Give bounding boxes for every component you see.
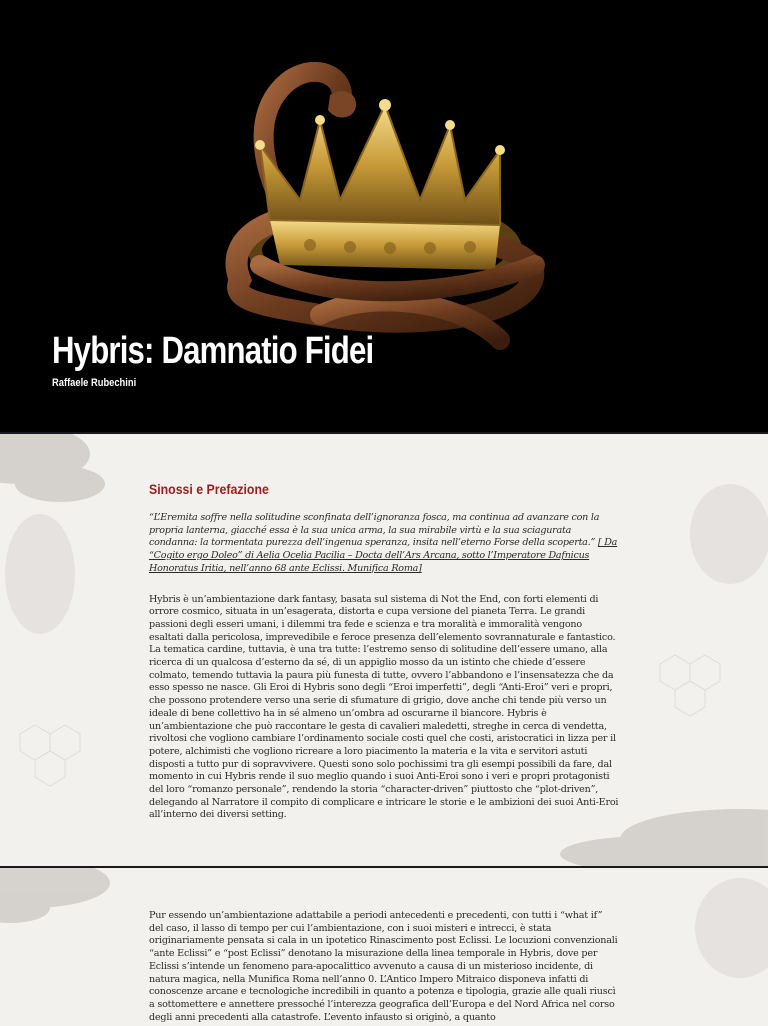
body-paragraph: Pur essendo un’ambientazione adattabile a periodi antecedenti e precedenti, con tutti i “what if” del caso, il lasso di tempo per cui l’ambientazione, con i suoi misteri e intrecci, è stata originariamente pensata si cala in un ipotetico Rinascimento post Eclissi. Le locuzioni convenzionali “ante Eclissi” e “post Eclissi” denotano la misurazione della linea temporale in Hybris, dove per Eclissi s’intende un fenomeno para-apocalittico avvenuto a causa di un misterioso incidente, di natura magica, nella Munifica Roma nell’anno 0. L’Antico Impero Mitraico disponeva infatti di conoscenze arcane e tecnologiche incredibili in quanto a potenza e tipologia, grazie alle quali riuscì a sottomettere e annettere pressoché l’interezza geografica dell’Europa e del Nord Africa nel corso degli anni precedenti alla catastrofe. L’evento infausto si originò, a quanto <box>149 910 618 1023</box>
section-heading: Sinossi e Prefazione <box>149 481 269 497</box>
serpent-crown-icon <box>200 50 570 350</box>
epigraph-quote <box>149 512 619 576</box>
body-paragraph: Hybris è un’ambientazione dark fantasy, basata sul sistema di Not the End, con forti elementi di orrore cosmico, situata in un’esagerata, distorta e cupa versione del pianeta Terra. Le grandi passioni degli esseri umani, i dilemmi tra fede e scienza e tra moralità e immoralità vengono esaltati dalla pericolosa, imprevedibile e feroce presenza dell’elemento sovrannaturale e fantastico. La tematica cardine, tuttavia, è una tra tutte: l’estremo senso di solitudine dell’essere umano, alla ricerca di un qualcosa d’esterno da sé, di un appiglio mosso da un istinto che chiede d’essere colmato, temendo tuttavia la paura più funesta di tutte, ovvero l’abbandono e l’insensatezza che da esso spesso ne nasce. Gli Eroi di Hybris sono degli “Eroi imperfetti”, degli “Anti-Eroi” veri e propri, che possono protendere verso una serie di sfumature di grigio, dove anche chi tende più verso un ideale di bene collettivo ha in sé almeno un’ombra ad oscurarne il biancore. Hybris è un’ambientazione che può raccontare le gesta di cavalieri maledetti, streghe in cerca di vendetta, rivoltosi che vogliono cambiare l’ordinamento sociale costi quel che costi, aristocratici in lizza per il potere, alchimisti che vogliono ricreare a loro piacimento la materia e la vita e servitori astuti disposti a tutto pur di sopravvivere. Questi sono solo pochissimi tra gli esempi possibili da fare, dal momento in cui Hybris rende il suo meglio quando i suoi Anti-Eroi sono i veri e propri protagonisti del loro “romanzo personale”, rendendo la storia “character-driven” piuttosto che “plot-driven”, delegando al Narratore il compito di complicare e intricare le storie e le ambizioni dei suoi Anti-Eroi all’interno dei diversi setting. <box>149 593 619 821</box>
page-2 <box>0 868 768 1026</box>
quote-source: [ Da “Cogito ergo Doleo” di Aelia Ocelia Pacilia – Docta dell’Ars Arcana, sotto l’Imperatore Dafnicus Honoratus Iritia, nell’anno 68 ante Eclissi. Munifica Roma] <box>149 537 618 574</box>
quote-text: “L’Eremita soffre nella solitudine sconfinata dell’ignoranza fosca, ma continua ad avanzare con la propria lanterna, giacché essa è la sua unica arma, la sua mirabile virtù e la sua sciagurata condanna: la tormentata purezza dell’ingenua speranza, insita nell’eterno Forse della scoperta.” <box>149 512 600 549</box>
document-title: Hybris: Damnatio Fidei <box>52 330 374 372</box>
cover <box>0 0 768 432</box>
section-1 <box>149 481 619 822</box>
page-1 <box>0 434 768 866</box>
section-2 <box>149 910 619 1024</box>
document-author: Raffaele Rubechini <box>52 377 137 389</box>
